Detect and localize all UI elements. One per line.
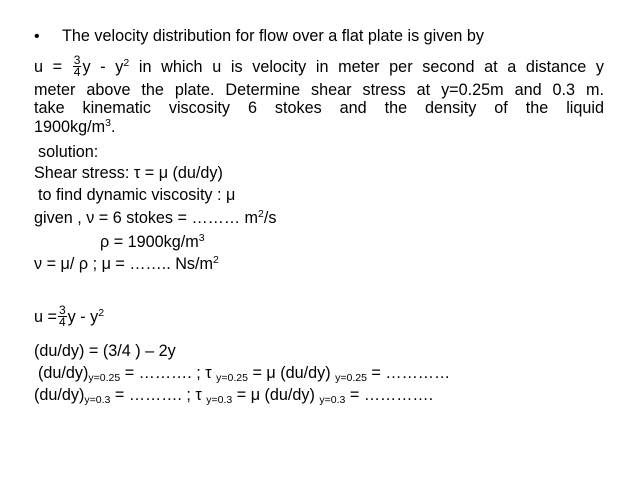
problem-line-1: The velocity distribution for flow over a flat plate is given by <box>62 27 484 45</box>
shear-at-0-3-line: $(du/dy)_{y=0.3}$ = ………. ; τ $_{y=0.3}$ = μ (du/dy) $_{y=0.3}$ = …………. <box>34 386 434 406</box>
nu-relation-line: ν = μ/ ρ ; μ = …….. $Ns/m^2$ <box>34 254 219 273</box>
shear-stress-line: Shear stress: τ = μ (du/dy) <box>34 164 223 182</box>
density-line: $\rho = 1900kg/m^3$ <box>100 232 205 251</box>
shear-at-0-25-line: $(du/dy)_{y=0.25}$ = ………. ; τ $_{y=0.25}$ = μ (du/dy) $_{y=0.25}$ = ………… <box>38 364 451 384</box>
find-viscosity-line: to find dynamic viscosity : μ <box>38 186 236 204</box>
bullet-marker: • <box>34 28 40 45</box>
velocity-equation: u = $\frac{3}{4}$ y - $y^2$ <box>34 303 105 330</box>
given-line: given , ν = 6 stokes = ……… $m^2/s$ <box>34 208 277 227</box>
problem-line-4: take kinematic viscosity 6 stokes and the density of the liquid <box>34 99 604 117</box>
fraction-three-quarters-2: $\frac{3}{4}$ <box>58 303 66 330</box>
solution-heading: solution: <box>38 143 99 161</box>
problem-line-5: $1900kg/m^3$. <box>34 117 116 136</box>
derivative-line: (du/dy) = (3/4 ) – 2y <box>34 342 176 360</box>
problem-line-3: meter above the plate. Determine shear stress at y=0.25m and 0.3 m. <box>34 81 604 99</box>
fraction-three-quarters: $\frac{3}{4}$ <box>73 53 81 80</box>
problem-line-2: u = $\frac{3}{4}$ y - $y^2$ in which u is velocity in meter per second at a distance y <box>34 53 604 80</box>
